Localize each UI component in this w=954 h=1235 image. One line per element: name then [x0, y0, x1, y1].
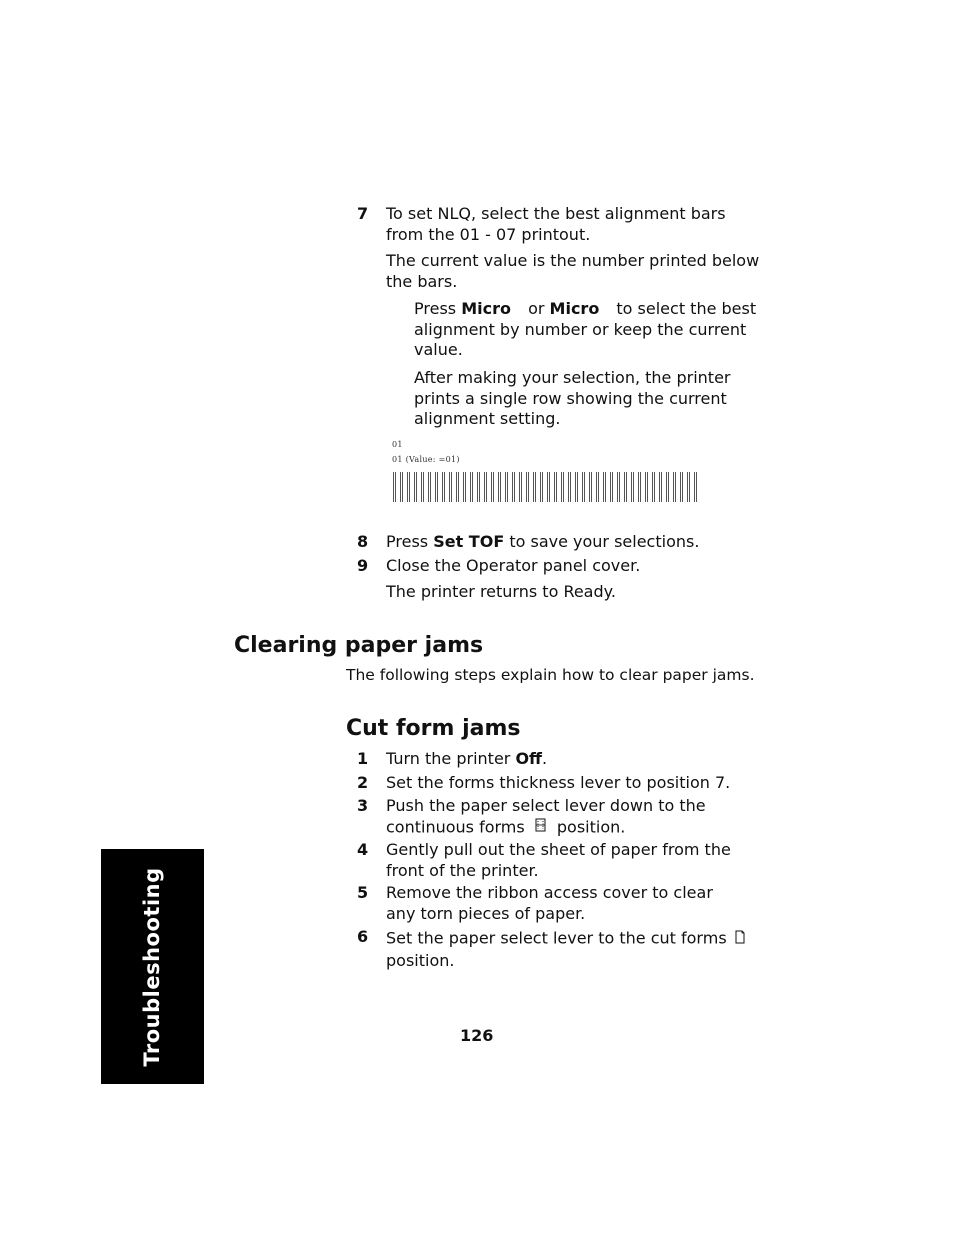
alignment-bar: [577, 472, 578, 502]
alignment-bar: [591, 472, 592, 502]
alignment-bar: [575, 472, 576, 502]
alignment-bar: [689, 472, 690, 502]
alignment-bar: [659, 472, 660, 502]
page-number: 126: [460, 1026, 494, 1045]
alignment-bar: [666, 472, 667, 502]
alignment-bar: [561, 472, 562, 502]
alignment-bar: [491, 472, 492, 502]
alignment-bar: [668, 472, 669, 502]
step-text: Close the Operator panel cover.: [386, 556, 641, 575]
alignment-bar: [582, 472, 583, 502]
alignment-bar: [484, 472, 485, 502]
alignment-bar: [542, 472, 543, 502]
section-side-tab: [101, 849, 204, 1084]
alignment-bar: [654, 472, 655, 502]
alignment-bar: [477, 472, 478, 502]
alignment-bar: [540, 472, 541, 502]
alignment-bar: [407, 472, 408, 502]
alignment-bar: [526, 472, 527, 502]
alignment-bar: [493, 472, 494, 502]
step-text: Set the forms thickness lever to position 7.: [386, 773, 731, 792]
step-number: 2: [357, 773, 369, 792]
paragraph-current-value: The current value is the number printed below the bars.: [386, 251, 760, 291]
alignment-bar: [428, 472, 429, 502]
alignment-bar: [465, 472, 466, 502]
section-heading: Clearing paper jams: [234, 633, 484, 658]
micro-up-key: Micro: [461, 299, 511, 318]
alignment-bar: [554, 472, 555, 502]
alignment-bar: [631, 472, 632, 502]
alignment-bar: [612, 472, 613, 502]
alignment-bar: [535, 472, 536, 502]
alignment-bar: [472, 472, 473, 502]
step-number: 9: [357, 556, 369, 575]
alignment-bar: [605, 472, 606, 502]
alignment-bar: [519, 472, 520, 502]
alignment-bar: [598, 472, 599, 502]
alignment-bar: [514, 472, 515, 502]
alignment-bar: [610, 472, 611, 502]
alignment-bar: [638, 472, 639, 502]
step-number: 5: [357, 883, 369, 902]
press-word: Press: [414, 299, 462, 318]
alignment-bar: [393, 472, 394, 502]
alignment-bar: [661, 472, 662, 502]
alignment-bar: [414, 472, 415, 502]
alignment-bar: [456, 472, 457, 502]
alignment-bar: [533, 472, 534, 502]
step-number: 4: [357, 840, 369, 859]
printout-line-1: 01: [392, 440, 403, 449]
alignment-bar: [449, 472, 450, 502]
alignment-bar: [463, 472, 464, 502]
alignment-bar: [680, 472, 681, 502]
alignment-bar: [556, 472, 557, 502]
step-number: 6: [357, 927, 369, 946]
alignment-bar: [451, 472, 452, 502]
alignment-bar: [421, 472, 422, 502]
alignment-bar: [512, 472, 513, 502]
cut-forms-icon: [732, 927, 748, 951]
alignment-bar: [570, 472, 571, 502]
alignment-bar: [423, 472, 424, 502]
alignment-bar: [409, 472, 410, 502]
off-key: Off: [515, 749, 543, 768]
alignment-bar: [470, 472, 471, 502]
alignment-bar: [694, 472, 695, 502]
ready-paragraph: The printer returns to Ready.: [386, 582, 616, 601]
alignment-bar: [647, 472, 648, 502]
press-micro-paragraph: [414, 299, 764, 361]
alignment-bar: [528, 472, 529, 502]
alignment-bar: [589, 472, 590, 502]
step-number: 1: [357, 749, 369, 768]
step-text: Push the paper select lever down to the continuous forms position.: [386, 796, 746, 838]
alignment-bar: [437, 472, 438, 502]
step-text: Gently pull out the sheet of paper from the front of the printer.: [386, 840, 731, 880]
alignment-bar: [486, 472, 487, 502]
alignment-bar: [498, 472, 499, 502]
alignment-bar: [507, 472, 508, 502]
alignment-bar: [633, 472, 634, 502]
alignment-bar: [696, 472, 697, 502]
alignment-bar: [584, 472, 585, 502]
alignment-bar: [416, 472, 417, 502]
alignment-printout-image: [390, 440, 705, 510]
alignment-bar: [652, 472, 653, 502]
micro-down-key: Micro: [549, 299, 600, 318]
alignment-bar: [568, 472, 569, 502]
alignment-bar: [458, 472, 459, 502]
step-text: To set NLQ, select the best alignment bars from the 01 - 07 printout.: [386, 204, 726, 244]
alignment-bar: [479, 472, 480, 502]
alignment-bar: [505, 472, 506, 502]
alignment-bar: [617, 472, 618, 502]
alignment-bar: [500, 472, 501, 502]
alignment-bar: [624, 472, 625, 502]
alignment-bar: [673, 472, 674, 502]
alignment-bar: [395, 472, 396, 502]
continuous-forms-icon: [530, 817, 552, 839]
section-intro: The following steps explain how to clear paper jams.: [346, 666, 755, 684]
alignment-bar: [682, 472, 683, 502]
step-number: 3: [357, 796, 369, 815]
alignment-bar: [619, 472, 620, 502]
alignment-bar: [435, 472, 436, 502]
step-text: Remove the ribbon access cover to clear any torn pieces of paper.: [386, 883, 713, 923]
alignment-bar: [547, 472, 548, 502]
alignment-bar: [402, 472, 403, 502]
alignment-bar: [430, 472, 431, 502]
step-number: 7: [357, 204, 369, 223]
side-tab-label: Troubleshooting: [140, 867, 164, 1067]
alignment-bar: [603, 472, 604, 502]
alignment-bar: [675, 472, 676, 502]
step-text: Turn the printer Off.: [386, 749, 548, 768]
alignment-bar: [400, 472, 401, 502]
alignment-bar: [442, 472, 443, 502]
alignment-bar: [549, 472, 550, 502]
or-word: or: [522, 299, 550, 318]
alignment-bar: [596, 472, 597, 502]
alignment-bar: [687, 472, 688, 502]
set-tof-key: Set TOF: [433, 532, 505, 551]
step-text: Press Set TOF to save your selections.: [386, 532, 700, 551]
after-selection-paragraph: After making your selection, the printer prints a single row showing the current alignment setting.: [414, 368, 731, 428]
alignment-bars: [390, 470, 705, 506]
alignment-bar: [563, 472, 564, 502]
alignment-bar: [444, 472, 445, 502]
step-text: Set the paper select lever to the cut forms position.: [386, 927, 756, 971]
press-micro-rest: to select the best alignment by number or keep the current value.: [414, 299, 757, 359]
alignment-bar: [626, 472, 627, 502]
alignment-bar: [645, 472, 646, 502]
printout-line-2: 01 (Value: =01): [392, 455, 460, 464]
step-number: 8: [357, 532, 369, 551]
alignment-bar: [640, 472, 641, 502]
alignment-bar: [521, 472, 522, 502]
subsection-heading: Cut form jams: [346, 716, 521, 741]
